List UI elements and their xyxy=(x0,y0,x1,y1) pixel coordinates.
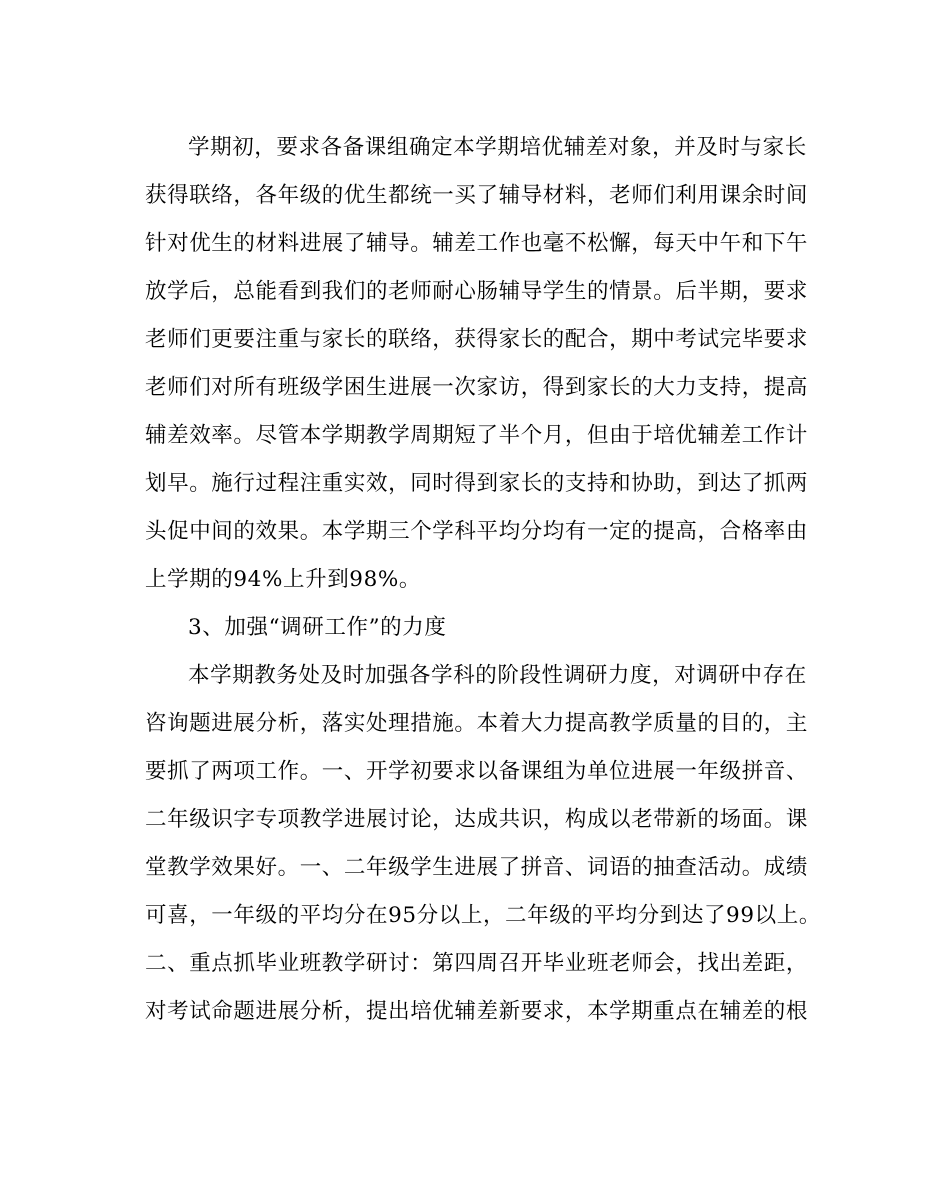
paragraph-1-line-8: 划早。施行过程注重实效，同时得到家长的支持和协助，到达了抓两 xyxy=(145,471,809,496)
paragraph-2-line-5: 堂教学效果好。一、二年级学生进展了拼音、词语的抽查活动。成绩 xyxy=(145,855,809,880)
paragraph-1-line-2: 获得联络，各年级的优生都统一买了辅导材料，老师们利用课余时间 xyxy=(145,183,809,208)
section-heading: 3、加强“调研工作”的力度 xyxy=(188,615,447,640)
paragraph-2-line-7: 二、重点抓毕业班教学研讨：第四周召开毕业班老师会，找出差距， xyxy=(145,951,809,976)
paragraph-2-line-4: 二年级识字专项教学进展讨论，达成共识，构成以老带新的场面。课 xyxy=(145,807,809,832)
paragraph-2-line-2: 咨询题进展分析，落实处理措施。本着大力提高教学质量的目的，主 xyxy=(145,711,809,736)
paragraph-2-line-6: 可喜，一年级的平均分在95分以上，二年级的平均分到达了99以上。 xyxy=(145,903,821,928)
paragraph-1-line-7: 辅差效率。尽管本学期教学周期短了半个月，但由于培优辅差工作计 xyxy=(145,423,809,448)
paragraph-1-line-1: 学期初，要求各备课组确定本学期培优辅差对象，并及时与家长 xyxy=(188,135,807,160)
paragraph-1-line-3: 针对优生的材料进展了辅导。辅差工作也毫不松懈，每天中午和下午 xyxy=(145,231,809,256)
paragraph-2-line-8: 对考试命题进展分析，提出培优辅差新要求，本学期重点在辅差的根 xyxy=(145,999,809,1024)
paragraph-1-line-4: 放学后，总能看到我们的老师耐心肠辅导学生的情景。后半期，要求 xyxy=(145,279,809,304)
paragraph-1-line-10: 上学期的94%上升到98%。 xyxy=(145,567,421,592)
paragraph-2-line-1: 本学期教务处及时加强各学科的阶段性调研力度，对调研中存在 xyxy=(188,663,807,688)
paragraph-2-line-3: 要抓了两项工作。一、开学初要求以备课组为单位进展一年级拼音、 xyxy=(145,759,809,784)
paragraph-1-line-6: 老师们对所有班级学困生进展一次家访，得到家长的大力支持，提高 xyxy=(145,375,809,400)
paragraph-1-line-9: 头促中间的效果。本学期三个学科平均分均有一定的提高，合格率由 xyxy=(145,519,809,544)
paragraph-1-line-5: 老师们更要注重与家长的联络，获得家长的配合，期中考试完毕要求 xyxy=(145,327,809,352)
